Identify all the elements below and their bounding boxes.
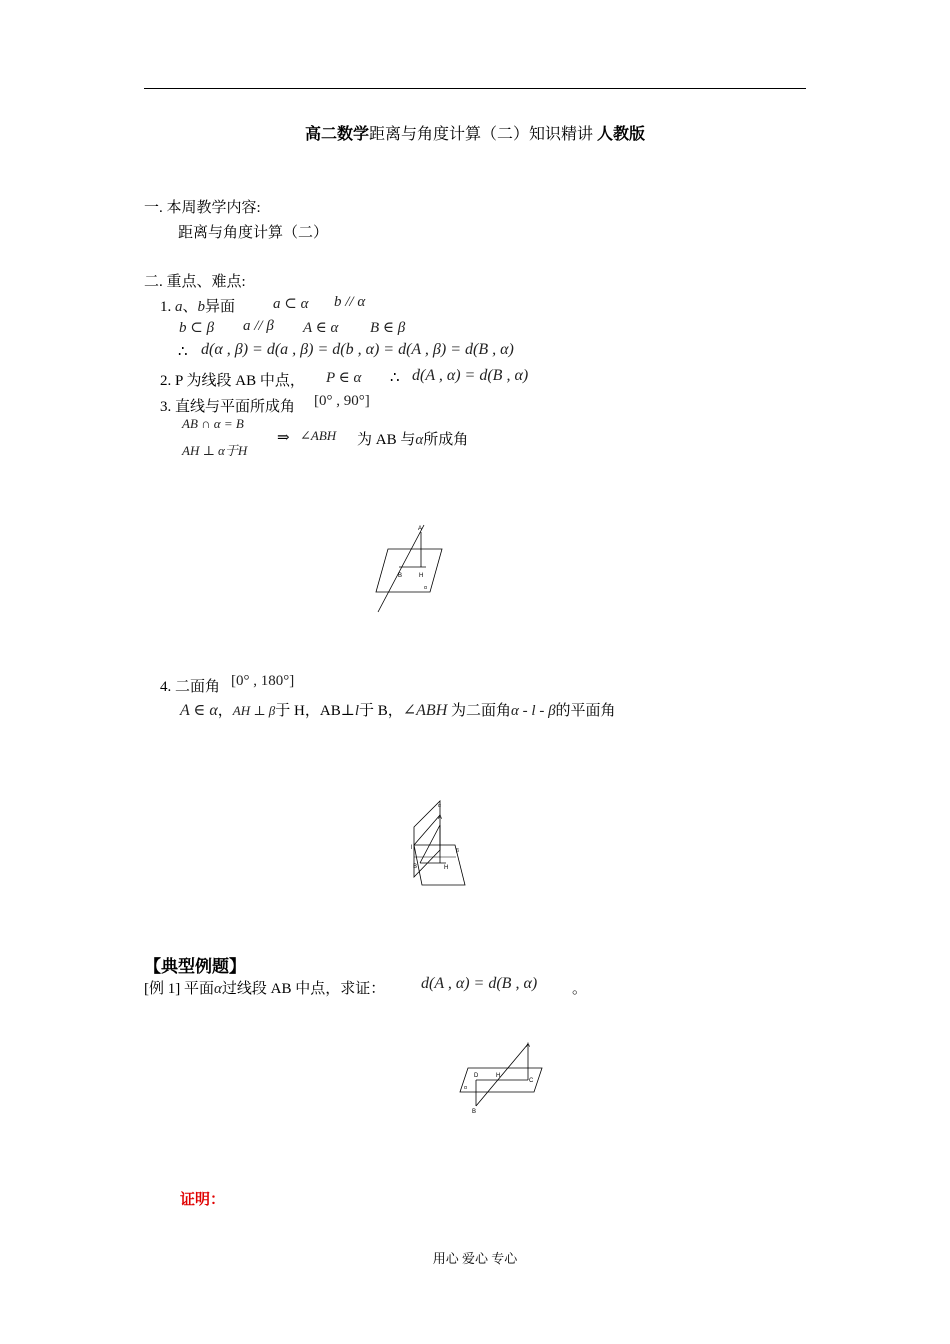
- figure-line-plane-angle: [368, 520, 458, 620]
- segment-AB: [476, 1043, 531, 1106]
- proof-label: 证明：: [180, 1191, 226, 1208]
- header-rule: [144, 88, 806, 89]
- item4-angle-range: [0° , 180°]: [231, 673, 295, 689]
- label-l: l: [411, 845, 413, 851]
- item2-distance-equation: d(A , α) = d(B , α): [412, 367, 529, 384]
- item3-line: 3. 直线与平面所成角: [160, 399, 296, 415]
- item2-therefore: ∴: [390, 370, 400, 386]
- item3-conclusion: 为 AB 与α所成角: [357, 432, 469, 448]
- example1-statement: [例 1] 平面α过线段 AB 中点，求证：: [144, 981, 386, 997]
- label-alpha: α: [438, 803, 441, 809]
- examples-heading: 【典型例题】: [144, 957, 246, 976]
- item3-angle-range: [0° , 90°]: [314, 393, 370, 409]
- label-B: B: [398, 573, 403, 579]
- label-beta: β: [456, 848, 459, 854]
- section1-heading: 一. 本周教学内容:: [144, 200, 261, 216]
- section1-content: 距离与角度计算（二）: [178, 225, 329, 241]
- implies-arrow: ⇒: [277, 430, 290, 446]
- item1-therefore: ∴: [178, 344, 188, 360]
- label-C: C: [529, 1078, 534, 1084]
- label-A: A: [526, 1043, 531, 1049]
- figure-dihedral-angle: [400, 795, 480, 895]
- section2-heading: 二. 重点、难点:: [144, 274, 246, 290]
- relation-a-parallel-beta: a // β: [243, 318, 274, 334]
- item3-angle: ∠ABH: [300, 428, 337, 443]
- relation-a-subset-alpha: a ⊂ α: [273, 296, 309, 312]
- label-B: B: [413, 864, 418, 870]
- item1-distance-equation: d(α , β) = d(a , β) = d(b , α) = d(A , β) = d(B , α): [201, 341, 514, 358]
- label-alpha: α: [464, 1085, 467, 1091]
- label-D: D: [474, 1073, 479, 1079]
- label-H: H: [419, 573, 424, 579]
- item4-definition: A ∈ α，AH ⊥ β于 H，AB⊥l于 B，∠ABH 为二面角α - l - β的平面角: [180, 702, 616, 719]
- page-footer: 用心 爱心 专心: [432, 1251, 518, 1266]
- label-alpha: α: [424, 585, 427, 591]
- item4-line: 4. 二面角: [160, 679, 221, 695]
- edge-l: [414, 815, 443, 845]
- label-A: A: [418, 526, 423, 532]
- item3-condition-intersect: AB ∩ α = B: [182, 416, 244, 431]
- page-title: 高二数学距离与角度计算（二）知识精讲 人教版: [304, 126, 646, 143]
- label-H: H: [496, 1073, 501, 1079]
- figure-example1: [452, 1038, 552, 1118]
- example1-equation: d(A , α) = d(B , α): [421, 975, 538, 992]
- example1-period: 。: [572, 981, 588, 997]
- relation-B-in-beta: B ∈ β: [370, 320, 406, 336]
- item3-condition-perpendicular: AH ⊥ α于H: [182, 443, 248, 458]
- item1-line1: 1. a、b异面: [160, 299, 236, 315]
- relation-b-parallel-alpha: b // α: [334, 294, 366, 310]
- label-H: H: [444, 865, 449, 871]
- relation-A-in-alpha: A ∈ α: [303, 320, 339, 336]
- label-A: A: [438, 815, 443, 821]
- plane-alpha: [376, 549, 442, 592]
- label-B: B: [472, 1109, 477, 1115]
- item2-relation: P ∈ α: [326, 370, 362, 386]
- item2-line: 2. P 为线段 AB 中点，: [160, 373, 305, 389]
- line-AB: [378, 525, 424, 612]
- relation-b-subset-beta: b ⊂ β: [179, 320, 215, 336]
